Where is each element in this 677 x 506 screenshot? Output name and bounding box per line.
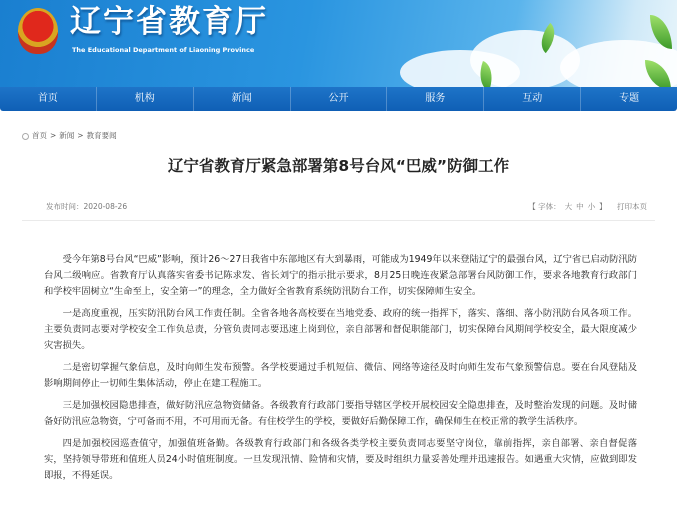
font-size-close: 】	[599, 202, 607, 211]
location-pin-icon	[22, 133, 29, 140]
site-subtitle: The Educational Department of Liaoning Province	[72, 46, 255, 54]
site-title[interactable]: 辽宁省教育厅	[70, 4, 268, 40]
breadcrumb-news[interactable]: 新闻	[59, 131, 75, 140]
article-body	[44, 252, 637, 484]
divider	[22, 220, 655, 221]
breadcrumb	[22, 131, 677, 141]
national-emblem-logo	[18, 8, 58, 54]
article-meta	[46, 201, 647, 212]
article-title: 辽宁省教育厅紧急部署第8号台风“巴威”防御工作	[167, 157, 510, 175]
print-page-link[interactable]: 打印本页	[617, 202, 647, 211]
paragraph: 三是加强校园隐患排查，做好防汛应急物资储备。各级教育行政部门要指导辖区学校开展校园安全隐患排查，及时整治发现的问题。及时储备好防汛应急物资，宁可备而不用，不可用而无备。有住校学生的学校，要做好后勤保障工作，确保师生在校正常的教学生活秩序。	[44, 400, 637, 427]
nav-organization[interactable]: 机构	[97, 87, 194, 111]
paragraph: 一是高度重视，压实防汛防台风工作责任制。全省各地各高校要在当地党委、政府的统一指挥下，落实、落细、落小防汛防台风各项工作。主要负责同志要对学校安全工作负总责，分管负责同志要迅速上岗到位，亲自部署和督促职能部门，切实保障台风期间学校安全，最大限度减少灾害损失。	[44, 308, 637, 351]
breadcrumb-home[interactable]: 首页	[32, 131, 47, 140]
publish-time: 发布时间：2020-08-26	[46, 202, 128, 211]
nav-interaction[interactable]: 互动	[484, 87, 581, 111]
paragraph: 二是密切掌握气象信息，及时向师生发布预警。各学校要通过手机短信、微信、网络等途径及时向师生发布气象预警信息。要在台风登陆及影响期间停止一切师生集体活动，停止在建工程施工。	[44, 362, 637, 389]
breadcrumb-separator: >	[77, 131, 84, 140]
font-size-small[interactable]: 小	[587, 202, 596, 211]
nav-news[interactable]: 新闻	[194, 87, 291, 111]
breadcrumb-separator: >	[50, 131, 57, 140]
paragraph: 四是加强校园巡查值守，加强值班备勤。各级教育行政部门和各级各类学校主要负责同志要坚守岗位，靠前指挥，亲自部署、亲自督促落实，坚持领导带班和值班人员24小时值班制度。一旦发现汛情、险情和灾情，要及时组织力量妥善处理并迅速报告。如遇重大灾情，应做到即发即报，不得延误。	[44, 438, 637, 481]
breadcrumb-education-news[interactable]: 教育要闻	[86, 131, 117, 140]
article-tools	[524, 201, 647, 212]
font-size-medium[interactable]: 中	[576, 202, 584, 211]
nav-public[interactable]: 公开	[291, 87, 388, 111]
font-size-label: 【 字体：	[528, 202, 561, 211]
font-size-large[interactable]: 大	[564, 202, 573, 211]
nav-home[interactable]: 首页	[0, 87, 97, 111]
site-banner	[0, 0, 677, 87]
nav-topics[interactable]: 专题	[619, 93, 640, 104]
nav-service[interactable]: 服务	[387, 87, 484, 111]
paragraph: 受今年第8号台风“巴威”影响，预计26～27日我省中东部地区有大到暴雨，可能成为1949年以来登陆辽宁的最强台风，辽宁省已启动防汛防台风二级响应。省教育厅认真落实省委书记陈求发、省长刘宁的指示批示要求，8月25日晚连夜紧急部署台风防御工作，要求各地教育行政部门和学校牢固树立“生命至上，安全第一”的理念，全力做好全省教育系统防汛防台工作，切实保障师生安全。	[44, 254, 637, 297]
main-nav	[0, 87, 677, 111]
